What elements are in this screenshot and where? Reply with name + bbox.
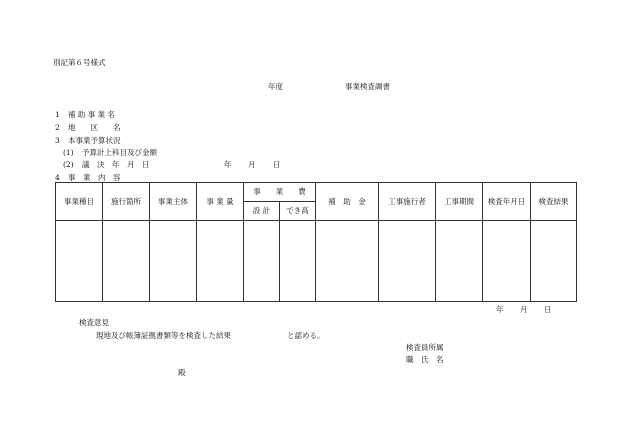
item-district-name: 地 区 名 xyxy=(68,123,121,132)
header-entity: 事業主体 xyxy=(150,183,197,221)
table-row xyxy=(56,221,577,302)
item-number: 3 xyxy=(55,136,60,145)
cell-result xyxy=(531,221,577,302)
footer-day: 日 xyxy=(544,305,552,314)
resolution-year: 年 xyxy=(224,160,232,169)
cell-cost-actual xyxy=(280,221,316,302)
footer-year: 年 xyxy=(496,305,504,314)
item-number: 2 xyxy=(55,123,60,132)
header-subsidy: 補 助 金 xyxy=(316,183,379,221)
header-location: 施行箇所 xyxy=(103,183,150,221)
header-result: 検査結果 xyxy=(531,183,577,221)
header-contractor: 工事施行者 xyxy=(379,183,436,221)
cell-contractor xyxy=(379,221,436,302)
cell-location xyxy=(103,221,150,302)
item-number: (1) xyxy=(63,148,74,157)
inspection-table xyxy=(55,182,577,302)
opinion-sentence-start: 現地及び帳簿証拠書類等を検査した結果 xyxy=(96,331,231,340)
fiscal-year-label: 年度 xyxy=(268,82,283,91)
header-quantity: 事 業 量 xyxy=(197,183,244,221)
form-number-label: 別記第６号様式 xyxy=(53,58,106,67)
cell-quantity xyxy=(197,221,244,302)
cell-cost-design xyxy=(244,221,280,302)
item-budget-account: 予算計上科目及び金額 xyxy=(82,148,157,157)
item-number: 4 xyxy=(55,173,60,182)
header-project-type: 事業種目 xyxy=(56,183,103,221)
footer-month: 月 xyxy=(520,305,528,314)
item-budget-status: 本事業予算状況 xyxy=(68,136,121,145)
inspector-affiliation: 検査員所属 xyxy=(406,343,444,352)
cell-project-type xyxy=(56,221,103,302)
opinion-label: 検査意見 xyxy=(79,318,109,327)
header-cost-actual: でき高 xyxy=(280,202,316,221)
header-period: 工事期間 xyxy=(436,183,483,221)
document-title: 事業検査調書 xyxy=(345,82,390,91)
resolution-month: 月 xyxy=(248,160,256,169)
addressee-suffix: 殿 xyxy=(178,368,186,377)
cell-inspection-date xyxy=(483,221,531,302)
table-header-row xyxy=(56,183,577,202)
item-number: 1 xyxy=(55,110,60,119)
header-inspection-date: 検査年月日 xyxy=(483,183,531,221)
resolution-day: 日 xyxy=(273,160,281,169)
cell-period xyxy=(436,221,483,302)
inspector-title-name: 職 氏 名 xyxy=(406,355,444,364)
cell-entity xyxy=(150,221,197,302)
item-number: (2) xyxy=(63,160,74,169)
item-resolution-date: 議 決 年 月 日 xyxy=(82,160,150,169)
header-cost-group: 事 業 費 xyxy=(244,183,316,202)
opinion-sentence-end: と認める。 xyxy=(287,331,325,340)
item-project-content: 事 業 内 容 xyxy=(68,173,121,182)
cell-subsidy xyxy=(316,221,379,302)
item-project-name: 補 助 事 業 名 xyxy=(68,110,116,119)
header-cost-design: 設 計 xyxy=(244,202,280,221)
